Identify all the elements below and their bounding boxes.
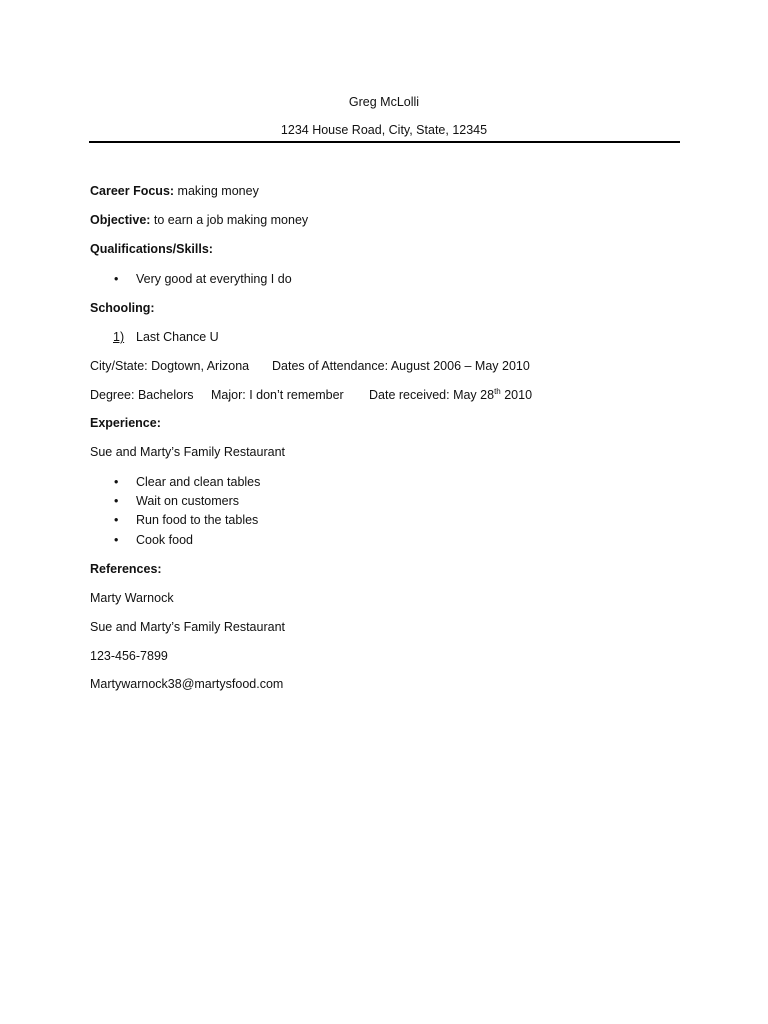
objective-label: Objective: — [90, 213, 151, 227]
experience-employer: Sue and Marty’s Family Restaurant — [90, 445, 285, 459]
applicant-name: Greg McLolli — [348, 95, 420, 109]
bullet-icon: • — [114, 533, 119, 547]
date-received-ordinal: th — [494, 386, 501, 396]
school-city-state: City/State: Dogtown, Arizona — [90, 359, 250, 373]
date-received-prefix: Date received: May 28 — [369, 388, 495, 402]
bullet-icon: • — [114, 475, 119, 489]
school-date-received — [369, 387, 532, 403]
header-divider — [89, 141, 680, 143]
references-heading: References: — [90, 562, 162, 576]
bullet-icon: • — [114, 272, 119, 286]
duty-text: Cook food — [136, 533, 193, 547]
reference-email: Martywarnock38@martysfood.com — [90, 677, 284, 691]
applicant-address: 1234 House Road, City, State, 12345 — [280, 123, 488, 137]
reference-name: Marty Warnock — [90, 591, 174, 605]
objective-value: to earn a job making money — [150, 213, 309, 227]
qualification-text: Very good at everything I do — [136, 272, 292, 286]
experience-heading: Experience: — [90, 416, 161, 430]
date-received-year: 2010 — [500, 388, 533, 402]
duty-text: Run food to the tables — [136, 513, 259, 527]
school-name: Last Chance U — [136, 330, 219, 344]
schooling-heading: Schooling: — [90, 301, 155, 315]
career-focus-label: Career Focus: — [90, 184, 175, 198]
reference-employer: Sue and Marty’s Family Restaurant — [90, 620, 285, 634]
school-major: Major: I don’t remember — [211, 388, 344, 402]
reference-phone: 123-456-7899 — [90, 649, 168, 663]
bullet-icon: • — [114, 513, 119, 527]
objective-line — [90, 212, 308, 228]
school-degree: Degree: Bachelors — [90, 388, 194, 402]
bullet-icon: • — [114, 494, 119, 508]
duty-text: Wait on customers — [136, 494, 240, 508]
duty-text: Clear and clean tables — [136, 475, 261, 489]
school-attendance: Dates of Attendance: August 2006 – May 2010 — [272, 359, 530, 373]
qualifications-heading: Qualifications/Skills: — [90, 242, 213, 256]
career-focus-line — [90, 183, 259, 199]
school-number: 1) — [113, 330, 125, 344]
career-focus-value: making money — [174, 184, 259, 198]
